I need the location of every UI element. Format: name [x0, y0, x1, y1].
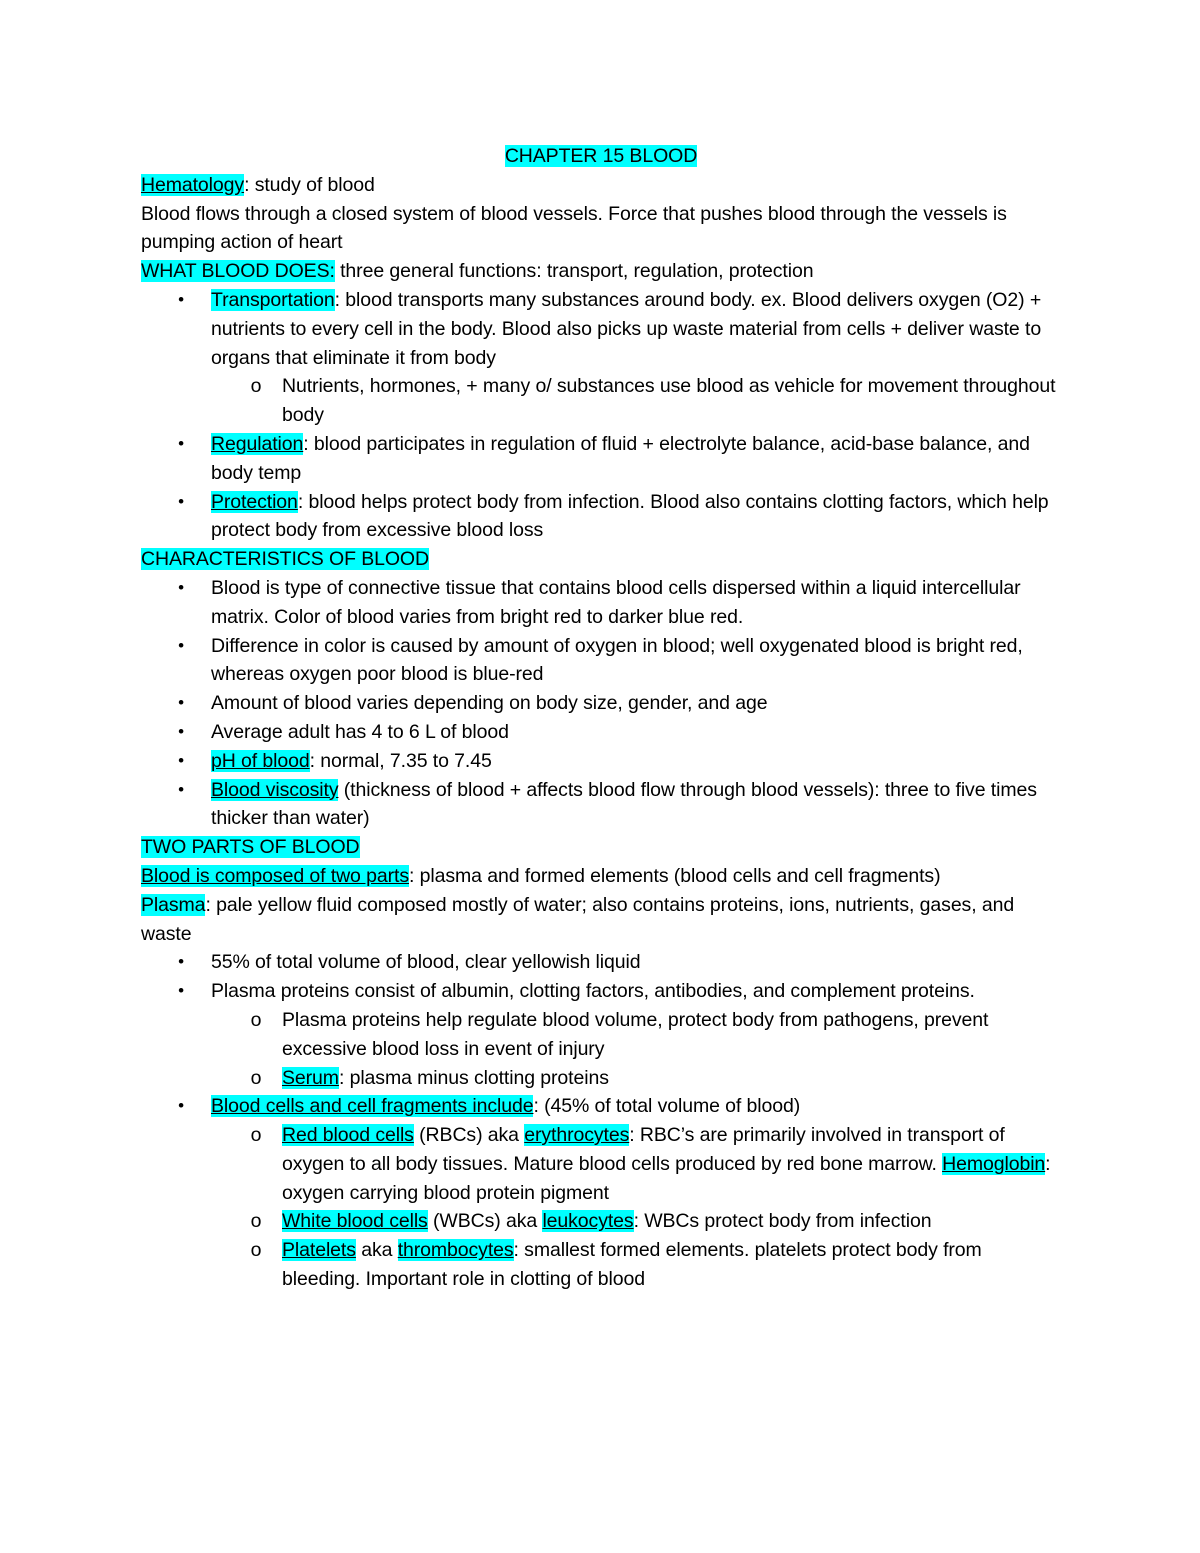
- bullet-icon: •: [178, 491, 184, 511]
- bullet-icon: •: [178, 1096, 184, 1116]
- sub-bullet-icon: o: [250, 1066, 262, 1089]
- list-item: • Plasma proteins consist of albumin, clotting factors, antibodies, and complement proteins.: [141, 977, 1061, 1006]
- sub-item-wbc: o White blood cells (WBCs) aka leukocytes: WBCs protect body from infection: [141, 1207, 1061, 1236]
- characteristics-heading: CHARACTERISTICS OF BLOOD: [141, 548, 429, 571]
- bullet-icon: •: [178, 433, 184, 453]
- list-item: • Average adult has 4 to 6 L of blood: [141, 718, 1061, 747]
- sub-item-rbc: o Red blood cells (RBCs) aka erythrocytes: RBC’s are primarily involved in transport of oxygen to all body tissues. Mature blood cells produced by red bone marrow. Hemoglobin: oxygen carrying blood protein pigment: [141, 1121, 1061, 1207]
- bullet-icon: •: [178, 779, 184, 799]
- bullet-icon: •: [178, 952, 184, 972]
- sub-bullet-icon: o: [250, 375, 262, 398]
- bullet-icon: •: [178, 721, 184, 741]
- hematology-term: Hematology: [141, 173, 245, 196]
- document-page: [141, 142, 1061, 1294]
- sub-bullet-icon: o: [250, 1210, 262, 1233]
- list-item-blood-cells: • Blood cells and cell fragments include: (45% of total volume of blood): [141, 1092, 1061, 1121]
- sub-item-plasma-proteins: o Plasma proteins help regulate blood volume, protect body from pathogens, prevent excessive blood loss in event of injury: [141, 1006, 1061, 1064]
- sub-item-serum: o Serum: plasma minus clotting proteins: [141, 1064, 1061, 1093]
- list-item-transportation: • Transportation: blood transports many substances around body. ex. Blood delivers oxygen (O2) + nutrients to every cell in the body. Blood also picks up waste material from cells + deliver waste to organs that eliminate it from body: [141, 286, 1061, 372]
- list-item: • Blood is type of connective tissue that contains blood cells dispersed within a liquid intercellular matrix. Color of blood varies from bright red to darker blue red.: [141, 574, 1061, 632]
- two-parts-heading: TWO PARTS OF BLOOD: [141, 836, 360, 859]
- sub-bullet-icon: o: [250, 1124, 262, 1147]
- list-item-viscosity: • Blood viscosity (thickness of blood + affects blood flow through blood vessels): three to five times thicker than water): [141, 776, 1061, 834]
- blood-flow-paragraph: Blood flows through a closed system of blood vessels. Force that pushes blood through the vessels is pumping action of heart: [141, 202, 1007, 254]
- list-item: • 55% of total volume of blood, clear yellowish liquid: [141, 948, 1061, 977]
- list-item-regulation: • Regulation: blood participates in regulation of fluid + electrolyte balance, acid-base balance, and body temp: [141, 430, 1061, 488]
- bullet-icon: •: [178, 577, 184, 597]
- bullet-icon: •: [178, 981, 184, 1001]
- bullet-icon: •: [178, 750, 184, 770]
- what-blood-does-heading: WHAT BLOOD DOES: three general functions: transport, regulation, protection: [141, 260, 814, 283]
- plasma-line: Plasma: pale yellow fluid composed mostly of water; also contains proteins, ions, nutrients, gases, and waste: [141, 893, 1015, 945]
- bullet-icon: •: [178, 289, 184, 309]
- sub-item-nutrients: o Nutrients, hormones, + many o/ substances use blood as vehicle for movement throughout body: [141, 372, 1061, 430]
- bullet-icon: •: [178, 635, 184, 655]
- list-item-protection: • Protection: blood helps protect body from infection. Blood also contains clotting factors, which help protect body from excessive blood loss: [141, 488, 1061, 546]
- list-item: • Difference in color is caused by amount of oxygen in blood; well oxygenated blood is bright red, whereas oxygen poor blood is blue-red: [141, 632, 1061, 690]
- bullet-icon: •: [178, 693, 184, 713]
- sub-item-platelets: o Platelets aka thrombocytes: smallest formed elements. platelets protect body from bleeding. Important role in clotting of blood: [141, 1236, 1061, 1294]
- chapter-title: CHAPTER 15 BLOOD: [504, 145, 698, 167]
- list-item: • Amount of blood varies depending on body size, gender, and age: [141, 689, 1061, 718]
- sub-bullet-icon: o: [250, 1008, 262, 1031]
- sub-bullet-icon: o: [250, 1239, 262, 1262]
- hematology-line: Hematology: study of blood: [141, 173, 375, 196]
- composed-line: Blood is composed of two parts: plasma and formed elements (blood cells and cell fragments): [141, 864, 941, 887]
- list-item-ph: • pH of blood: normal, 7.35 to 7.45: [141, 747, 1061, 776]
